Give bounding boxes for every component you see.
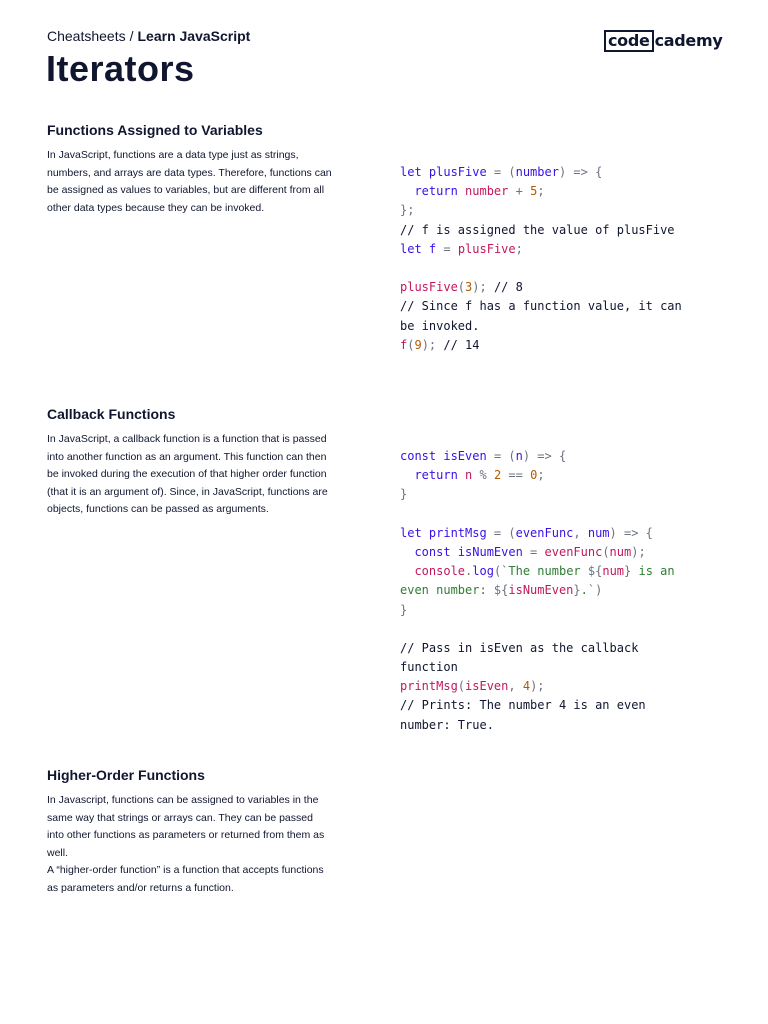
code-token: ( <box>407 337 415 352</box>
section-description-functions-assigned <box>47 147 332 217</box>
code-token: , <box>573 525 588 540</box>
code-block-callback-functions <box>400 447 675 735</box>
code-token: 5 <box>530 184 538 199</box>
code-token: ); <box>472 280 487 295</box>
code-token: The number <box>508 564 588 579</box>
code-token: isEven <box>443 449 487 463</box>
section-title-higher-order-functions: Higher-Order Functions <box>47 767 205 783</box>
code-token: ; <box>537 468 545 483</box>
code-token: n <box>465 468 473 483</box>
code-token: // Pass in isEven as the callback <box>400 640 639 655</box>
code-line <box>400 716 675 735</box>
code-token: console <box>400 564 466 579</box>
code-token: + <box>508 184 531 199</box>
code-token: even number: <box>400 583 494 598</box>
code-token: plusFive <box>428 165 487 179</box>
code-line <box>400 278 682 297</box>
description-paragraph: In JavaScript, functions are a data type just as strings, numbers, and arrays are data types. Therefore, functions can be assigned as values to variables, but are different from all other data types because they can be invoked. <box>47 149 332 214</box>
code-token: . <box>580 583 588 598</box>
code-token: (` <box>493 564 509 579</box>
code-line <box>400 240 682 259</box>
code-token: isNumEven <box>457 544 523 559</box>
code-token: . <box>465 564 473 579</box>
code-token: = <box>522 544 545 559</box>
code-token: // Prints: The number 4 is an even <box>400 698 646 713</box>
code-line <box>400 543 675 562</box>
code-line <box>400 581 675 600</box>
code-token: return <box>400 468 466 483</box>
page-title: Iterators <box>46 48 195 89</box>
section-title-functions-assigned: Functions Assigned to Variables <box>47 122 263 138</box>
code-token: ${ <box>587 564 603 579</box>
code-token: f <box>400 337 408 352</box>
code-line <box>400 447 675 466</box>
logo-cademy-text: cademy <box>654 31 723 50</box>
code-token: printMsg <box>428 525 487 540</box>
code-line <box>400 620 675 639</box>
codecademy-logo[interactable] <box>604 30 722 52</box>
breadcrumb-link-cheatsheets[interactable]: Cheatsheets <box>47 28 126 44</box>
code-token: } <box>400 487 408 502</box>
code-token: ; <box>537 184 545 199</box>
code-line <box>400 485 675 504</box>
section-description-callback-functions <box>47 431 332 519</box>
code-token: = ( <box>486 525 516 540</box>
code-token: number <box>465 184 509 199</box>
description-paragraph: In JavaScript, a callback function is a function that is passed into another function as an argument. This function can then be invoked during the execution of that higher order function (that it is an argument of). Since, in JavaScript, functions are objects, functions can be passed as arguments. <box>47 433 328 515</box>
code-token: // 14 <box>436 337 480 352</box>
code-token: isNumEven <box>508 583 574 598</box>
code-token: printMsg <box>400 679 458 694</box>
code-token: function <box>400 660 458 675</box>
code-line <box>400 221 682 240</box>
code-token: } <box>624 564 632 579</box>
code-token: = ( <box>486 449 516 463</box>
code-token: num <box>602 564 625 579</box>
code-line <box>400 182 682 201</box>
code-line <box>400 696 675 715</box>
code-token: 4 <box>522 679 531 694</box>
code-token: isEven <box>465 679 509 694</box>
code-line <box>400 562 675 581</box>
code-token: ${ <box>493 583 509 598</box>
code-line <box>400 466 675 485</box>
code-token: 2 <box>493 468 502 483</box>
code-token: ) => { <box>522 449 567 463</box>
code-token: ( <box>457 679 466 694</box>
breadcrumb <box>47 27 250 45</box>
code-token: f <box>428 241 437 256</box>
code-line <box>400 601 675 620</box>
code-line <box>400 658 675 677</box>
code-token: // 8 <box>486 280 523 295</box>
code-line <box>400 524 675 543</box>
code-line <box>400 677 675 696</box>
code-token: evenFunc <box>515 525 574 540</box>
code-token: = ( <box>486 165 516 179</box>
code-line <box>400 505 675 524</box>
section-description-higher-order-functions <box>47 792 332 897</box>
code-token: ( <box>457 280 466 295</box>
code-line <box>400 163 682 182</box>
code-token: % <box>472 468 494 483</box>
code-token: n <box>515 449 523 463</box>
breadcrumb-separator: / <box>129 28 134 44</box>
code-token: ( <box>602 544 610 559</box>
code-token: 9 <box>414 337 422 352</box>
code-token: let <box>400 525 429 540</box>
code-token: num <box>609 544 632 559</box>
logo-code-box: code <box>604 30 654 52</box>
code-token: ; <box>515 241 523 256</box>
code-line <box>400 336 682 355</box>
code-token: ); <box>631 544 646 559</box>
code-token: number <box>515 165 559 179</box>
code-token: evenFunc <box>544 544 603 559</box>
description-paragraph: A “higher-order function” is a function that accepts functions as parameters and/or returns a function. <box>47 864 324 894</box>
code-token: == <box>501 468 531 483</box>
code-line <box>400 317 682 336</box>
code-token: return <box>400 184 466 199</box>
code-token: const <box>400 544 458 559</box>
code-token: log <box>472 564 494 579</box>
code-token: num <box>587 525 610 540</box>
code-line <box>400 259 682 278</box>
code-token: 0 <box>530 468 538 483</box>
code-token: let <box>400 165 429 179</box>
code-line <box>400 201 682 220</box>
code-line <box>400 297 682 316</box>
description-paragraph: In Javascript, functions can be assigned to variables in the same way that strings or arrays can. They can be passed into other functions as parameters or returned from them as well. <box>47 794 325 859</box>
code-token: } <box>400 602 408 617</box>
code-token: ); <box>530 679 545 694</box>
code-token: ); <box>421 337 437 352</box>
code-token: 3 <box>465 280 473 295</box>
code-token: plusFive <box>400 280 458 295</box>
breadcrumb-link-learn-javascript[interactable]: Learn JavaScript <box>137 28 251 44</box>
code-token: let <box>400 241 429 256</box>
code-token: } <box>573 583 581 598</box>
code-token: is an <box>631 564 675 579</box>
section-title-callback-functions: Callback Functions <box>47 406 176 422</box>
code-token: be invoked. <box>400 318 480 333</box>
code-token: = <box>436 241 458 256</box>
code-token: ) => { <box>558 165 603 179</box>
code-token: // f is assigned the value of plusFive <box>400 222 675 237</box>
code-token: const <box>400 449 444 463</box>
code-token: }; <box>400 203 415 218</box>
code-token: // Since f has a function value, it can <box>400 299 682 314</box>
code-token: , <box>508 679 523 694</box>
code-line <box>400 639 675 658</box>
code-token: plusFive <box>457 241 516 256</box>
code-block-functions-assigned <box>400 163 682 355</box>
code-token: number: True. <box>400 717 494 732</box>
code-token: `) <box>587 583 603 598</box>
code-token: ) => { <box>609 525 653 540</box>
